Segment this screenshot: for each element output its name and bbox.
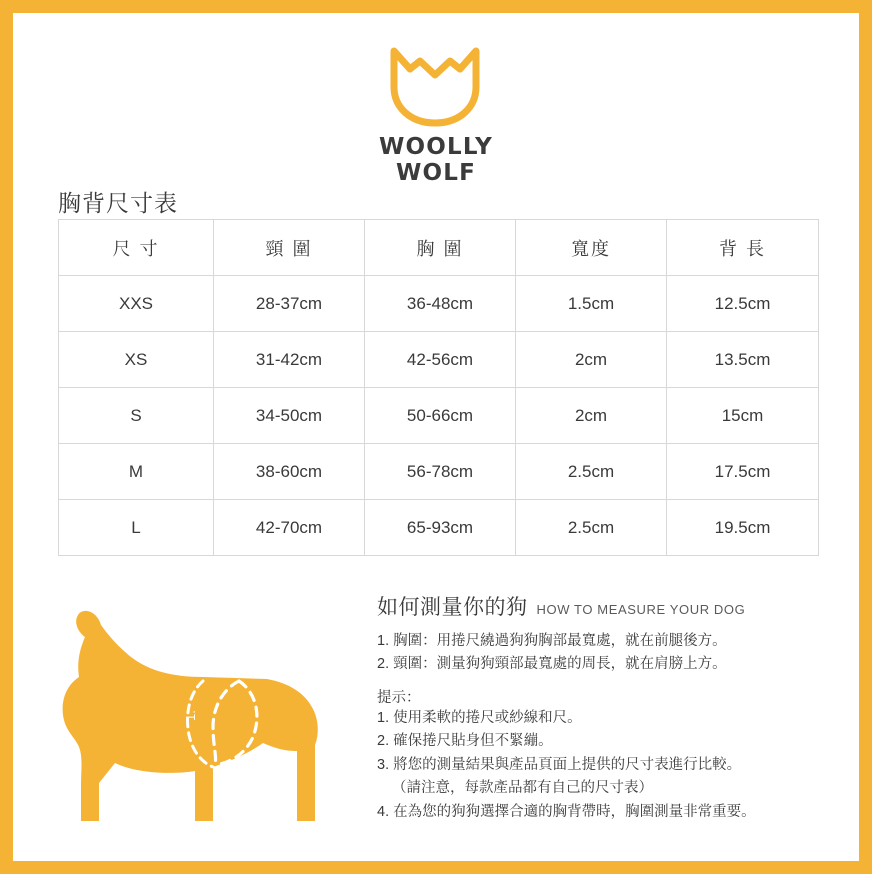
- brand-logo: [13, 41, 859, 187]
- how-to-measure-heading: [377, 591, 847, 621]
- cell-size: M: [59, 444, 214, 500]
- cell-chest: 36-48cm: [365, 276, 516, 332]
- table-header-row: [59, 220, 819, 276]
- cell-chest: 50-66cm: [365, 388, 516, 444]
- how-to-steps: [377, 630, 847, 677]
- cell-chest: 65-93cm: [365, 500, 516, 556]
- dog-silhouette-icon: [53, 585, 353, 835]
- how-to-heading-zh: 如何測量你的狗: [377, 596, 528, 619]
- cell-width: 2cm: [516, 332, 667, 388]
- cell-neck: 34-50cm: [214, 388, 365, 444]
- cell-backlength: 12.5cm: [667, 276, 819, 332]
- column-header-size: 尺 寸: [59, 220, 214, 276]
- cell-backlength: 13.5cm: [667, 332, 819, 388]
- cell-size: XXS: [59, 276, 214, 332]
- page-inner: [13, 13, 859, 861]
- cell-size: L: [59, 500, 214, 556]
- table-row: [59, 388, 819, 444]
- tip-item: 4. 在為您的狗狗選擇合適的胸背帶時，胸圍測量非常重要。: [377, 803, 756, 820]
- cell-chest: 42-56cm: [365, 332, 516, 388]
- tip-item: 1. 使用柔軟的捲尺或紗線和尺。: [377, 709, 582, 726]
- table-row: [59, 276, 819, 332]
- table-row: [59, 444, 819, 500]
- how-to-heading-en: HOW TO MEASURE YOUR DOG: [536, 602, 746, 617]
- page-title: 胸背尺寸表: [58, 190, 178, 216]
- brand-name-line1: WOOLLY: [378, 134, 494, 160]
- how-to-step: 2. 頸圍：測量狗狗頸部最寬處的周長，就在肩膀上方。: [377, 656, 727, 673]
- tips-list: [377, 707, 847, 824]
- cell-backlength: 15cm: [667, 388, 819, 444]
- cell-neck: 38-60cm: [214, 444, 365, 500]
- cell-chest: 56-78cm: [365, 444, 516, 500]
- cell-size: S: [59, 388, 214, 444]
- cell-neck: 42-70cm: [214, 500, 365, 556]
- dog-measurement-diagram: [53, 585, 353, 835]
- cell-width: 2cm: [516, 388, 667, 444]
- cell-backlength: 19.5cm: [667, 500, 819, 556]
- cell-backlength: 17.5cm: [667, 444, 819, 500]
- column-header-backlength: 背 長: [667, 220, 819, 276]
- cell-width: 2.5cm: [516, 500, 667, 556]
- column-header-neck: 頸 圍: [214, 220, 365, 276]
- tip-item: 2. 確保捲尺貼身但不緊繃。: [377, 733, 553, 750]
- table-row: [59, 500, 819, 556]
- label-neck: 1.: [183, 710, 198, 721]
- cell-neck: 28-37cm: [214, 276, 365, 332]
- table-row: [59, 332, 819, 388]
- how-to-step: 1. 胸圍：用捲尺繞過狗狗胸部最寬處，就在前腿後方。: [377, 633, 727, 649]
- label-chest: 2.: [247, 665, 258, 680]
- cell-size: XS: [59, 332, 214, 388]
- tip-item-note: （請注意，每款產品都有自己的尺寸表）: [392, 780, 653, 797]
- size-table: [58, 219, 819, 556]
- column-header-chest: 胸 圍: [365, 220, 516, 276]
- tip-item: 3. 將您的測量結果與產品頁面上提供的尺寸表進行比較。: [377, 756, 742, 773]
- how-to-measure-section: [377, 591, 847, 824]
- cell-neck: 31-42cm: [214, 332, 365, 388]
- cell-width: 1.5cm: [516, 276, 667, 332]
- column-header-width: 寬度: [516, 220, 667, 276]
- wolf-head-icon: [376, 41, 496, 131]
- brand-name-line2: WOLF: [395, 159, 477, 186]
- cell-width: 2.5cm: [516, 444, 667, 500]
- tips-label: 提示：: [377, 689, 421, 706]
